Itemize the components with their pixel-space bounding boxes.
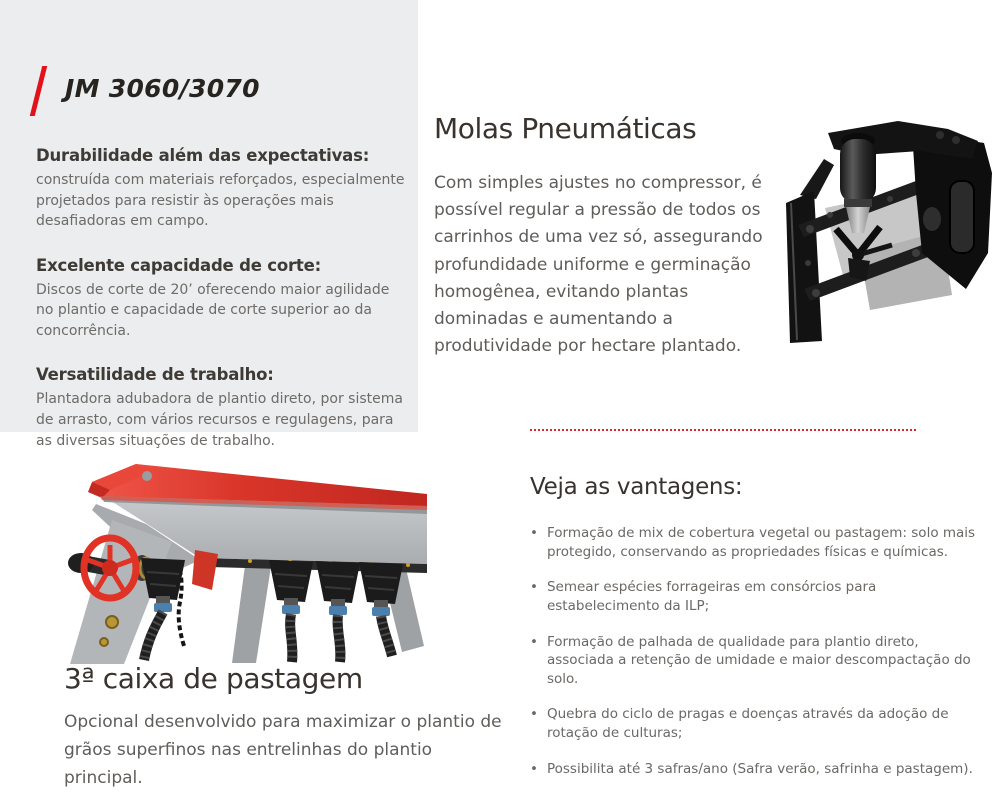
pneumatic-springs-heading: Molas Pneumáticas — [434, 112, 697, 145]
pneumatic-springs-body: Com simples ajustes no compressor, é possível regular a pressão de todos os carrinhos de uma vez só, assegurando profundidade uniforme e germinação homogênea, evitando plantas dominadas e aumentando a produtividade por hectare plantado. — [434, 173, 763, 357]
pneumatic-spring-assembly-image — [770, 103, 1000, 353]
feature-body: construída com materiais reforçados, especialmente projetados para resistir às operações mais desafiadoras em campo. — [36, 172, 405, 230]
feature-sections — [36, 146, 410, 475]
feature-body: Plantadora adubadora de plantio direto, por sistema de arrasto, com vários recursos e regulagens, para as diversas situações de trabalho. — [36, 391, 403, 449]
advantage-text: Formação de mix de cobertura vegetal ou pastagem: solo mais protegido, conservando as propriedades físicas e químicas. — [546, 525, 976, 560]
dotted-divider — [530, 429, 916, 431]
feature-heading: Durabilidade além das expectativas: — [36, 146, 370, 165]
bullet-icon: • — [530, 579, 538, 596]
advantages-list — [530, 524, 978, 795]
feature-versatility — [36, 365, 410, 451]
advantage-text: Possibilita até 3 safras/ano (Safra verão, safrinha e pastagem). — [546, 760, 973, 777]
list-item — [530, 633, 978, 689]
bullet-icon: • — [530, 760, 538, 777]
list-item — [530, 705, 978, 742]
advantage-text: Semear espécies forrageiras em consórcios para estabelecimento da ILP; — [546, 579, 877, 614]
feature-heading: Excelente capacidade de corte: — [36, 255, 321, 275]
pasture-box-heading: 3ª caixa de pastagem — [64, 662, 363, 695]
feature-body: Discos de corte de 20’ oferecendo maior agilidade no plantio e capacidade de corte superior ao da concorrência. — [36, 281, 390, 339]
list-item — [530, 524, 978, 561]
model-title-block — [36, 66, 260, 116]
advantages-heading: Veja as vantagens: — [530, 474, 743, 500]
advantage-text: Formação de palhada de qualidade para plantio direto, associada a retenção de umidade e maior descompactação do solo. — [546, 633, 971, 687]
feature-durability — [36, 146, 410, 232]
bullet-icon: • — [530, 525, 538, 541]
advantage-text: Quebra do ciclo de pragas e doenças através da adoção de rotação de culturas; — [546, 706, 949, 741]
list-item — [530, 578, 978, 615]
feature-cutting — [36, 256, 410, 342]
pasture-box-body: Opcional desenvolvido para maximizar o plantio de grãos superfinos nas entrelinhas do plantio principal. — [64, 712, 502, 789]
bullet-icon: • — [530, 633, 538, 650]
page-title: JM 3060/3070 — [65, 74, 260, 103]
seed-box-image — [50, 450, 435, 665]
list-item — [530, 760, 978, 779]
bullet-icon: • — [530, 706, 538, 723]
feature-heading: Versatilidade de trabalho: — [36, 365, 274, 385]
